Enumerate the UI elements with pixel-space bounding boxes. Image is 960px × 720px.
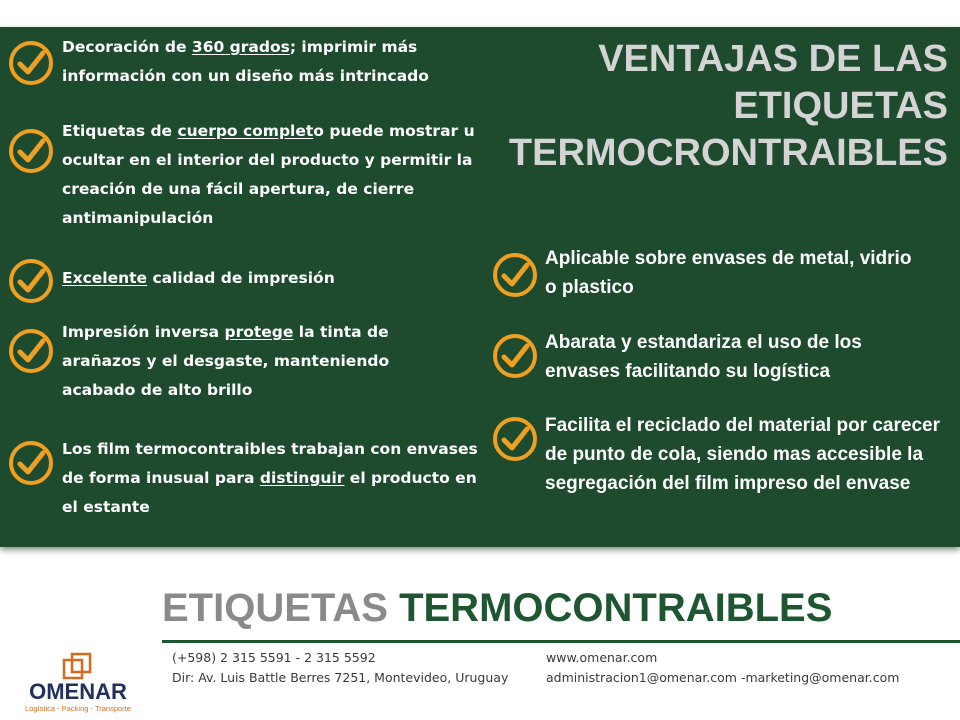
omenar-logo-icon — [62, 652, 92, 682]
left-item-5: Los film termocontraibles trabajan con envases de forma inusual para distinguir el producto en el estante — [62, 440, 478, 516]
footer-phone: (+598) 2 315 5591 - 2 315 5592 — [172, 650, 376, 665]
left-item-3: Excelente calidad de impresión — [62, 269, 335, 287]
footer-address: Dir: Av. Luis Battle Berres 7251, Montevideo, Uruguay — [172, 670, 509, 685]
left-item-4: Impresión inversa protege la tinta de arañazos y el desgaste, manteniendo acabado de alto brillo — [62, 323, 390, 399]
check-circle-icon — [8, 440, 54, 486]
footer-title-part1: ETIQUETAS — [162, 586, 388, 630]
title-line-3: TERMOCRONTRAIBLES — [508, 132, 948, 174]
right-item-1: Aplicable sobre envases de metal, vidrio o plastico — [545, 248, 912, 298]
check-circle-icon — [492, 333, 538, 379]
check-circle-icon — [8, 258, 54, 304]
check-circle-icon — [8, 128, 54, 174]
logo-name: OMENAR — [29, 679, 127, 704]
check-circle-icon — [492, 252, 538, 298]
left-item-1: Decoración de 360 grados; imprimir más información con un diseño más intrincado — [62, 38, 429, 85]
check-circle-icon — [8, 328, 54, 374]
check-circle-icon — [8, 40, 54, 86]
footer-title — [162, 584, 832, 632]
footer-emails[interactable]: administracion1@omenar.com -marketing@omenar.com — [546, 670, 900, 685]
check-circle-icon — [492, 416, 538, 462]
right-item-2: Abarata y estandariza el uso de los envases facilitando su logística — [545, 332, 862, 382]
footer-title-part2: TERMOCONTRAIBLES — [399, 586, 833, 630]
title-line-2: ETIQUETAS — [733, 85, 948, 127]
left-item-2: Etiquetas de cuerpo completo puede mostrar u ocultar en el interior del producto y permitir la creación de una fácil apertura, de cierre antimanipulación — [62, 122, 475, 227]
footer-divider — [162, 640, 960, 643]
title-line-1: VENTAJAS DE LAS — [598, 38, 948, 80]
right-item-3: Facilita el reciclado del material por carecer de punto de cola, siendo mas accesible la segregación del film impreso del envase — [545, 415, 940, 494]
footer-website[interactable]: www.omenar.com — [546, 650, 658, 665]
logo-tagline: Logística - Packing - Transporte — [25, 704, 131, 713]
omenar-logo — [8, 650, 148, 716]
